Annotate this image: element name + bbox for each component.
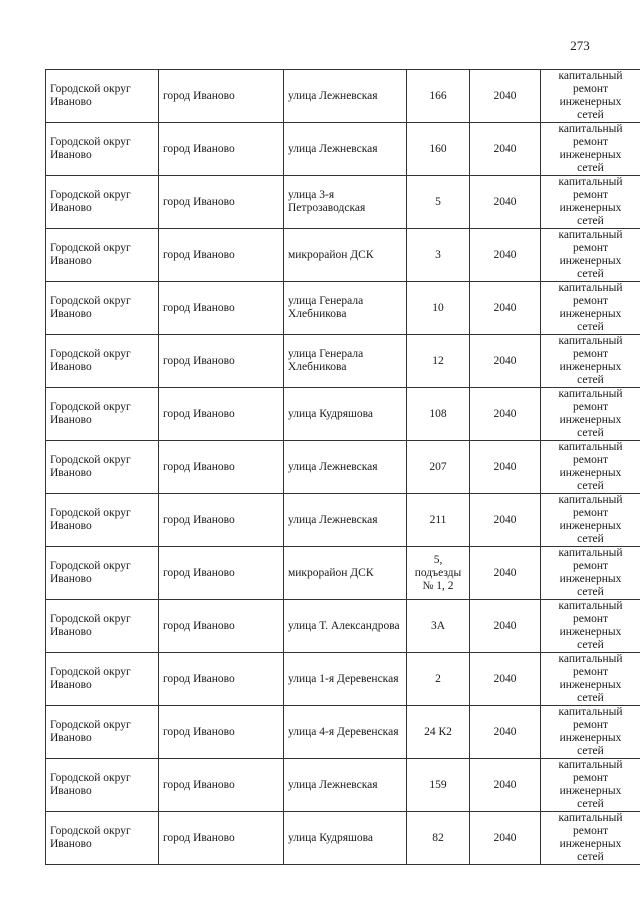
work-type-cell: капитальный ремонт инженерных сетей [541,759,640,812]
district-cell: Городской округ Иваново [46,70,159,123]
year-cell: 2040 [470,494,541,547]
work-type-cell: капитальный ремонт инженерных сетей [541,335,640,388]
district-cell: Городской округ Иваново [46,547,159,600]
table-row [46,494,640,547]
year-cell: 2040 [470,600,541,653]
work-type-cell: капитальный ремонт инженерных сетей [541,282,640,335]
district-cell: Городской округ Иваново [46,335,159,388]
year-cell: 2040 [470,388,541,441]
street-cell: улица 1-я Деревенская [284,653,407,706]
work-type-cell: капитальный ремонт инженерных сетей [541,547,640,600]
house-number-cell: 10 [407,282,470,335]
settlement-cell: город Иваново [159,282,284,335]
district-cell: Городской округ Иваново [46,388,159,441]
settlement-cell: город Иваново [159,600,284,653]
settlement-cell: город Иваново [159,388,284,441]
street-cell: улица Лежневская [284,123,407,176]
street-cell: улица Кудряшова [284,388,407,441]
house-number-cell: 3А [407,600,470,653]
work-type-cell: капитальный ремонт инженерных сетей [541,812,640,865]
settlement-cell: город Иваново [159,70,284,123]
table-row [46,653,640,706]
settlement-cell: город Иваново [159,176,284,229]
street-cell: улица Лежневская [284,759,407,812]
house-number-cell: 3 [407,229,470,282]
year-cell: 2040 [470,176,541,229]
house-number-cell: 108 [407,388,470,441]
street-cell: улица Лежневская [284,441,407,494]
settlement-cell: город Иваново [159,123,284,176]
year-cell: 2040 [470,706,541,759]
street-cell: улица 3-я Петрозаводская [284,176,407,229]
year-cell: 2040 [470,812,541,865]
work-type-cell: капитальный ремонт инженерных сетей [541,706,640,759]
table-row [46,282,640,335]
settlement-cell: город Иваново [159,653,284,706]
work-type-cell: капитальный ремонт инженерных сетей [541,388,640,441]
work-type-cell: капитальный ремонт инженерных сетей [541,70,640,123]
settlement-cell: город Иваново [159,812,284,865]
table-row [46,600,640,653]
table-row [46,547,640,600]
settlement-cell: город Иваново [159,706,284,759]
settlement-cell: город Иваново [159,335,284,388]
district-cell: Городской округ Иваново [46,494,159,547]
table-row [46,176,640,229]
year-cell: 2040 [470,70,541,123]
year-cell: 2040 [470,335,541,388]
house-number-cell: 5, подъезды № 1, 2 [407,547,470,600]
street-cell: микрорайон ДСК [284,229,407,282]
table-row [46,70,640,123]
street-cell: улица Лежневская [284,494,407,547]
street-cell: улица Кудряшова [284,812,407,865]
house-number-cell: 207 [407,441,470,494]
house-number-cell: 2 [407,653,470,706]
settlement-cell: город Иваново [159,229,284,282]
year-cell: 2040 [470,229,541,282]
district-cell: Городской округ Иваново [46,123,159,176]
table-row [46,335,640,388]
district-cell: Городской округ Иваново [46,282,159,335]
table-body [46,70,640,865]
house-number-cell: 159 [407,759,470,812]
work-type-cell: капитальный ремонт инженерных сетей [541,123,640,176]
house-number-cell: 5 [407,176,470,229]
year-cell: 2040 [470,123,541,176]
street-cell: микрорайон ДСК [284,547,407,600]
year-cell: 2040 [470,441,541,494]
work-type-cell: капитальный ремонт инженерных сетей [541,176,640,229]
district-cell: Городской округ Иваново [46,812,159,865]
street-cell: улица Генерала Хлебникова [284,335,407,388]
year-cell: 2040 [470,759,541,812]
table-row [46,706,640,759]
district-cell: Городской округ Иваново [46,229,159,282]
district-cell: Городской округ Иваново [46,441,159,494]
district-cell: Городской округ Иваново [46,653,159,706]
work-type-cell: капитальный ремонт инженерных сетей [541,600,640,653]
street-cell: улица Т. Александрова [284,600,407,653]
settlement-cell: город Иваново [159,759,284,812]
table-row [46,229,640,282]
street-cell: улица Лежневская [284,70,407,123]
settlement-cell: город Иваново [159,441,284,494]
house-number-cell: 12 [407,335,470,388]
work-type-cell: капитальный ремонт инженерных сетей [541,494,640,547]
house-number-cell: 211 [407,494,470,547]
district-cell: Городской округ Иваново [46,176,159,229]
house-number-cell: 82 [407,812,470,865]
district-cell: Городской округ Иваново [46,600,159,653]
year-cell: 2040 [470,282,541,335]
housing-repair-table [45,69,640,865]
street-cell: улица Генерала Хлебникова [284,282,407,335]
house-number-cell: 160 [407,123,470,176]
settlement-cell: город Иваново [159,547,284,600]
house-number-cell: 166 [407,70,470,123]
district-cell: Городской округ Иваново [46,706,159,759]
work-type-cell: капитальный ремонт инженерных сетей [541,229,640,282]
year-cell: 2040 [470,547,541,600]
district-cell: Городской округ Иваново [46,759,159,812]
table-row [46,388,640,441]
year-cell: 2040 [470,653,541,706]
street-cell: улица 4-я Деревенская [284,706,407,759]
table-row [46,123,640,176]
settlement-cell: город Иваново [159,494,284,547]
table-row [46,812,640,865]
work-type-cell: капитальный ремонт инженерных сетей [541,653,640,706]
table-row [46,441,640,494]
work-type-cell: капитальный ремонт инженерных сетей [541,441,640,494]
table-row [46,759,640,812]
page-number: 273 [570,38,590,53]
house-number-cell: 24 К2 [407,706,470,759]
